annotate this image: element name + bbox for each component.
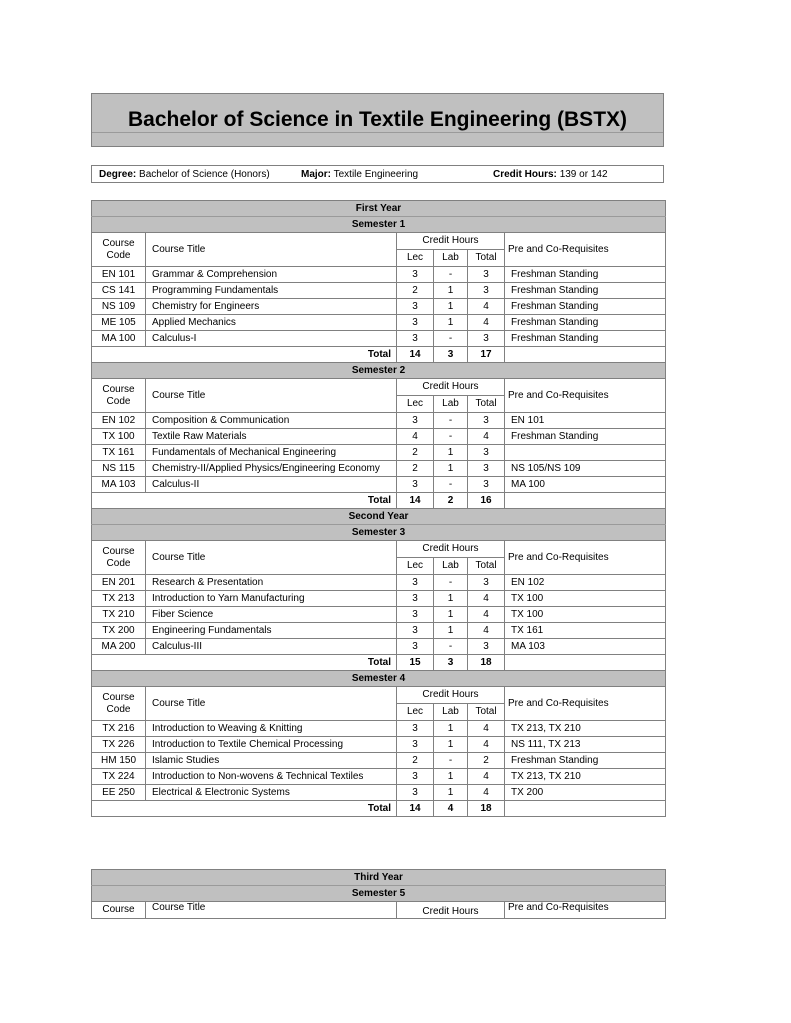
course-code-header-line1: Course — [102, 545, 135, 557]
table-row — [92, 737, 666, 753]
course-title: Chemistry for Engineers — [146, 299, 397, 315]
course-title: Calculus-I — [146, 331, 397, 347]
total-hours: 4 — [468, 737, 505, 753]
third-year-header — [92, 870, 666, 886]
prerequisites: NS 105/NS 109 — [505, 461, 666, 477]
prereq-header: Pre and Co-Requisites — [505, 541, 666, 575]
semester-total-row — [92, 347, 666, 363]
course-code: TX 213 — [92, 591, 146, 607]
total-hours: 3 — [468, 283, 505, 299]
lab-hours: - — [434, 575, 468, 591]
course-title: Calculus-II — [146, 477, 397, 493]
course-title: Engineering Fundamentals — [146, 623, 397, 639]
total-hours: 4 — [468, 721, 505, 737]
course-code: EN 102 — [92, 413, 146, 429]
course-table-years-1-2 — [91, 200, 666, 817]
prerequisites: TX 213, TX 210 — [505, 721, 666, 737]
course-title: Electrical & Electronic Systems — [146, 785, 397, 801]
course-title-header: Course Title — [146, 233, 397, 267]
credit-hours-header: Credit Hours — [397, 233, 505, 250]
table-row — [92, 785, 666, 801]
lab-header: Lab — [434, 558, 468, 575]
semester-total-row — [92, 801, 666, 817]
lab-hours: - — [434, 753, 468, 769]
course-title: Research & Presentation — [146, 575, 397, 591]
prerequisites: Freshman Standing — [505, 315, 666, 331]
table-row — [92, 753, 666, 769]
total-header: Total — [468, 396, 505, 413]
lab-header: Lab — [434, 250, 468, 267]
second-year-header-label: Second Year — [92, 509, 666, 525]
total-lab: 4 — [434, 801, 468, 817]
lec-hours: 3 — [397, 315, 434, 331]
credit-hours-header: Credit Hours — [397, 541, 505, 558]
total-lec: 14 — [397, 801, 434, 817]
course-code: TX 200 — [92, 623, 146, 639]
course-title: Grammar & Comprehension — [146, 267, 397, 283]
course-code-header-line1: Course — [102, 237, 135, 249]
total-label: Total — [92, 655, 397, 671]
course-table-body-year-3 — [92, 870, 666, 919]
total-hours: 2 — [468, 753, 505, 769]
table-row — [92, 721, 666, 737]
prerequisites: Freshman Standing — [505, 429, 666, 445]
total-hours: 4 — [468, 315, 505, 331]
credit-value: 139 or 142 — [559, 169, 608, 180]
total-credit: 18 — [468, 801, 505, 817]
total-lab: 3 — [434, 347, 468, 363]
course-code: TX 161 — [92, 445, 146, 461]
lab-hours: - — [434, 639, 468, 655]
total-lec: 15 — [397, 655, 434, 671]
course-table-year-3 — [91, 869, 666, 919]
prerequisites: Freshman Standing — [505, 299, 666, 315]
prerequisites — [505, 445, 666, 461]
semester-total-row — [92, 655, 666, 671]
lab-hours: 1 — [434, 299, 468, 315]
degree-info-box — [91, 165, 664, 183]
credit-label: Credit Hours: — [493, 169, 557, 180]
prereq-header: Pre and Co-Requisites — [505, 902, 666, 919]
course-code: MA 103 — [92, 477, 146, 493]
prereq-header: Pre and Co-Requisites — [505, 687, 666, 721]
course-code-header-line2: Code — [106, 557, 131, 569]
prerequisites: TX 161 — [505, 623, 666, 639]
title-rule — [92, 132, 663, 133]
course-title: Textile Raw Materials — [146, 429, 397, 445]
column-header-row — [92, 687, 666, 704]
total-hours: 4 — [468, 769, 505, 785]
course-code: NS 115 — [92, 461, 146, 477]
lec-hours: 2 — [397, 445, 434, 461]
lab-hours: - — [434, 477, 468, 493]
course-title: Introduction to Weaving & Knitting — [146, 721, 397, 737]
total-lec: 14 — [397, 347, 434, 363]
course-code-header-line2: Code — [106, 703, 131, 715]
course-code: EE 250 — [92, 785, 146, 801]
semester-3-header — [92, 525, 666, 541]
lec-header: Lec — [397, 250, 434, 267]
table-row — [92, 591, 666, 607]
total-credit: 18 — [468, 655, 505, 671]
table-row — [92, 769, 666, 785]
prerequisites: EN 101 — [505, 413, 666, 429]
course-title: Composition & Communication — [146, 413, 397, 429]
semester-4-header — [92, 671, 666, 687]
lec-hours: 3 — [397, 769, 434, 785]
course-code: TX 216 — [92, 721, 146, 737]
total-hours: 4 — [468, 591, 505, 607]
lab-hours: 1 — [434, 769, 468, 785]
total-hours: 3 — [468, 639, 505, 655]
course-code-header-line1: Course — [102, 904, 135, 915]
course-table-body — [92, 201, 666, 817]
course-code-header-line1: Course — [102, 383, 135, 395]
lec-header: Lec — [397, 704, 434, 721]
lec-hours: 3 — [397, 299, 434, 315]
table-row — [92, 315, 666, 331]
major-value: Textile Engineering — [333, 169, 419, 180]
table-row — [92, 639, 666, 655]
course-title: Islamic Studies — [146, 753, 397, 769]
total-label: Total — [92, 801, 397, 817]
table-row — [92, 331, 666, 347]
table-row — [92, 299, 666, 315]
credit-hours-header: Credit Hours — [397, 379, 505, 396]
course-code: EN 101 — [92, 267, 146, 283]
total-label: Total — [92, 347, 397, 363]
semester-5-header — [92, 886, 666, 902]
total-header: Total — [468, 704, 505, 721]
column-header-row — [92, 379, 666, 396]
total-hours: 4 — [468, 607, 505, 623]
lab-header: Lab — [434, 704, 468, 721]
course-code-header — [92, 233, 146, 267]
degree-value: Bachelor of Science (Honors) — [139, 169, 270, 180]
prerequisites: TX 100 — [505, 591, 666, 607]
lec-header: Lec — [397, 558, 434, 575]
total-header: Total — [468, 558, 505, 575]
course-title: Calculus-III — [146, 639, 397, 655]
title-box — [91, 93, 664, 147]
lec-hours: 3 — [397, 575, 434, 591]
lec-hours: 2 — [397, 461, 434, 477]
lec-hours: 3 — [397, 607, 434, 623]
course-title-header: Course Title — [146, 902, 397, 919]
prereq-header: Pre and Co-Requisites — [505, 379, 666, 413]
prereq-header: Pre and Co-Requisites — [505, 233, 666, 267]
total-hours: 4 — [468, 785, 505, 801]
major-label: Major: — [301, 169, 331, 180]
total-hours: 4 — [468, 623, 505, 639]
course-title: Applied Mechanics — [146, 315, 397, 331]
table-row — [92, 575, 666, 591]
semester-3-header-label: Semester 3 — [92, 525, 666, 541]
total-empty — [505, 655, 666, 671]
credit-hours-header: Credit Hours — [397, 687, 505, 704]
table-row — [92, 477, 666, 493]
total-credit: 17 — [468, 347, 505, 363]
column-header-row — [92, 233, 666, 250]
prerequisites: Freshman Standing — [505, 331, 666, 347]
prerequisites: NS 111, TX 213 — [505, 737, 666, 753]
course-code: MA 200 — [92, 639, 146, 655]
lec-hours: 2 — [397, 283, 434, 299]
table-row — [92, 461, 666, 477]
prerequisites: Freshman Standing — [505, 267, 666, 283]
lec-hours: 2 — [397, 753, 434, 769]
lab-hours: 1 — [434, 591, 468, 607]
lab-hours: - — [434, 413, 468, 429]
total-empty — [505, 801, 666, 817]
lab-hours: 1 — [434, 785, 468, 801]
lec-hours: 3 — [397, 639, 434, 655]
lec-hours: 3 — [397, 477, 434, 493]
page-title: Bachelor of Science in Textile Engineering (BSTX) — [127, 108, 628, 131]
prerequisites: Freshman Standing — [505, 283, 666, 299]
total-empty — [505, 493, 666, 509]
third-year-header-label: Third Year — [92, 870, 666, 886]
second-year-header — [92, 509, 666, 525]
semester-4-header-label: Semester 4 — [92, 671, 666, 687]
course-code: EN 201 — [92, 575, 146, 591]
credit-info — [493, 169, 608, 180]
course-code-header — [92, 902, 146, 919]
course-title: Introduction to Non-wovens & Technical Textiles — [146, 769, 397, 785]
prerequisites: TX 100 — [505, 607, 666, 623]
course-title: Fiber Science — [146, 607, 397, 623]
course-title: Chemistry-II/Applied Physics/Engineering Economy — [146, 461, 397, 477]
table-row — [92, 413, 666, 429]
lab-hours: - — [434, 429, 468, 445]
total-hours: 3 — [468, 477, 505, 493]
table-row — [92, 429, 666, 445]
semester-2-header — [92, 363, 666, 379]
total-hours: 3 — [468, 461, 505, 477]
column-header-row — [92, 902, 666, 919]
lec-hours: 3 — [397, 267, 434, 283]
total-credit: 16 — [468, 493, 505, 509]
table-row — [92, 623, 666, 639]
course-code: NS 109 — [92, 299, 146, 315]
course-code-header-line2: Code — [106, 395, 131, 407]
total-hours: 3 — [468, 445, 505, 461]
course-title-header: Course Title — [146, 687, 397, 721]
lab-hours: 1 — [434, 721, 468, 737]
total-hours: 3 — [468, 331, 505, 347]
total-lec: 14 — [397, 493, 434, 509]
lec-hours: 3 — [397, 737, 434, 753]
total-empty — [505, 347, 666, 363]
prerequisites: EN 102 — [505, 575, 666, 591]
semester-5-header-label: Semester 5 — [92, 886, 666, 902]
table-row — [92, 267, 666, 283]
lec-hours: 3 — [397, 623, 434, 639]
course-code: MA 100 — [92, 331, 146, 347]
table-row — [92, 607, 666, 623]
course-code: ME 105 — [92, 315, 146, 331]
lab-hours: 1 — [434, 737, 468, 753]
lec-hours: 3 — [397, 331, 434, 347]
lab-hours: 1 — [434, 315, 468, 331]
course-code-header-line1: Course — [102, 691, 135, 703]
semester-total-row — [92, 493, 666, 509]
lab-hours: - — [434, 331, 468, 347]
semester-1-header-label: Semester 1 — [92, 217, 666, 233]
course-title: Fundamentals of Mechanical Engineering — [146, 445, 397, 461]
semester-2-header-label: Semester 2 — [92, 363, 666, 379]
course-code: HM 150 — [92, 753, 146, 769]
lab-hours: 1 — [434, 445, 468, 461]
total-hours: 3 — [468, 413, 505, 429]
lec-hours: 3 — [397, 413, 434, 429]
total-lab: 3 — [434, 655, 468, 671]
semester-1-header — [92, 217, 666, 233]
first-year-header-label: First Year — [92, 201, 666, 217]
lec-hours: 3 — [397, 721, 434, 737]
total-header: Total — [468, 250, 505, 267]
lec-hours: 3 — [397, 785, 434, 801]
course-code: CS 141 — [92, 283, 146, 299]
table-row — [92, 445, 666, 461]
lab-hours: 1 — [434, 461, 468, 477]
course-title: Programming Fundamentals — [146, 283, 397, 299]
prerequisites: MA 103 — [505, 639, 666, 655]
lab-hours: - — [434, 267, 468, 283]
prerequisites: TX 213, TX 210 — [505, 769, 666, 785]
course-code: TX 226 — [92, 737, 146, 753]
credit-hours-header: Credit Hours — [397, 902, 505, 919]
course-code: TX 224 — [92, 769, 146, 785]
degree-info — [99, 169, 270, 180]
table-row — [92, 283, 666, 299]
total-hours: 4 — [468, 299, 505, 315]
course-code: TX 210 — [92, 607, 146, 623]
course-code-header — [92, 379, 146, 413]
total-hours: 3 — [468, 267, 505, 283]
lab-header: Lab — [434, 396, 468, 413]
course-title-header: Course Title — [146, 379, 397, 413]
total-lab: 2 — [434, 493, 468, 509]
prerequisites: Freshman Standing — [505, 753, 666, 769]
first-year-header — [92, 201, 666, 217]
column-header-row — [92, 541, 666, 558]
course-code: TX 100 — [92, 429, 146, 445]
lab-hours: 1 — [434, 283, 468, 299]
total-hours: 4 — [468, 429, 505, 445]
lab-hours: 1 — [434, 607, 468, 623]
major-info — [301, 169, 418, 180]
course-title-header: Course Title — [146, 541, 397, 575]
course-code-header — [92, 687, 146, 721]
prerequisites: MA 100 — [505, 477, 666, 493]
course-code-header — [92, 541, 146, 575]
degree-label: Degree: — [99, 169, 137, 180]
lec-hours: 4 — [397, 429, 434, 445]
prerequisites: TX 200 — [505, 785, 666, 801]
lec-hours: 3 — [397, 591, 434, 607]
course-code-header-line2: Code — [106, 249, 131, 261]
course-title: Introduction to Yarn Manufacturing — [146, 591, 397, 607]
total-label: Total — [92, 493, 397, 509]
lab-hours: 1 — [434, 623, 468, 639]
lec-header: Lec — [397, 396, 434, 413]
total-hours: 3 — [468, 575, 505, 591]
course-title: Introduction to Textile Chemical Processing — [146, 737, 397, 753]
